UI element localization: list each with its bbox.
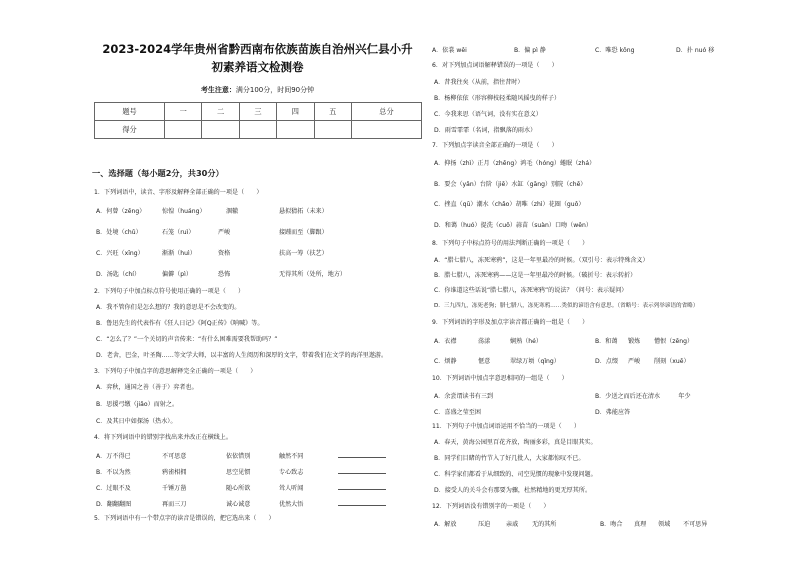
q5-option-c: C．唯恐 kǒng: [595, 47, 635, 54]
question-5-stem: 5．下列词语中有一个带点字的读音是错误的，把它选出来（ ）: [94, 515, 275, 522]
question-3-stem: 3．下列句子中加点字的意思解释完全正确的一项是（ ）: [94, 368, 257, 375]
q4-answer-blank[interactable]: [338, 467, 386, 476]
q8-option-d: D．三九四九，冻死老狗；腊七腊八，冻死寒鸦……类似的谚语含有意思。（省略号：表示列举谚语的省略）: [434, 303, 699, 309]
q1-option-d-w3: 恐怖: [218, 271, 231, 278]
q4-row-b-w1: B．不以为然: [96, 469, 131, 476]
score-row-label: 得分: [95, 121, 165, 139]
notice-label: 考生注意：: [200, 86, 236, 94]
q9-option-a-w1: A．衣襟: [434, 338, 457, 345]
q4-row-a-w2: 不可思意: [162, 453, 187, 460]
q4-row-a-w1: A．万不得已: [96, 453, 131, 460]
q3-option-b: B．思援弓缴（jiǎo）而射之。: [96, 401, 179, 408]
q12-option-a-w3: 亲戚: [506, 521, 519, 528]
q5-option-d: D．扑 nuó 移: [676, 47, 715, 54]
q9-option-c-w1: C．烦静: [434, 358, 457, 365]
question-9-stem: 9．下列词语的字形及加点字读音都正确的一组是（ ）: [432, 319, 589, 326]
score-header-cell: 总分: [351, 103, 421, 121]
q4-answer-blank[interactable]: [338, 483, 386, 492]
q11-option-b: B．同学们目睹的竹节入了好几批人，大家都惊叹不已。: [434, 455, 585, 462]
q1-option-d-w4: 无得其所（处所，地方）: [279, 271, 347, 278]
q11-option-a: A．春天，黄海公园里百花齐放，绚丽多彩，真是目眼其实。: [434, 439, 597, 446]
q4-row-a-w4: 触然不同: [279, 453, 304, 460]
question-4-stem: 4．将下列词语中的错别字找出来并改正在横线上。: [94, 434, 232, 441]
score-input-cell[interactable]: [351, 121, 421, 139]
score-header-cell: 三: [239, 103, 276, 121]
q1-option-b-w3: 严峻: [218, 229, 231, 236]
q5-option-b: B．偏 pì 静: [514, 47, 546, 54]
score-value-row: [95, 121, 422, 139]
q12-option-b-w4: 不可思异: [683, 521, 708, 528]
q10-option-b: B．少送之而后还在清水 年少: [595, 393, 691, 400]
score-input-cell[interactable]: [277, 121, 314, 139]
q12-option-b-w1: B．吻合: [600, 521, 623, 528]
score-input-cell[interactable]: [314, 121, 351, 139]
q1-option-a-w2: 惊惶（huáng）: [162, 208, 206, 215]
q4-answer-blank[interactable]: [338, 499, 386, 508]
q1-option-a-w1: A．何曾（zēng）: [96, 208, 146, 215]
section-heading: 一、选择题（每小题2分，共30分）: [92, 168, 224, 178]
q1-option-b-w1: B．处境（chǔ）: [96, 229, 142, 236]
q4-row-d-w3: 诚心诚意: [226, 501, 251, 508]
q4-row-c-w4: 耸人听闻: [279, 485, 304, 492]
q4-row-d-w1: D．翻翻翻图: [96, 501, 132, 508]
q4-row-d-w2: 再而三刀: [162, 501, 187, 508]
q2-option-b: B．鲁迅先生的代表作有《狂人日记》《阿Q正传》《呐喊》等。: [96, 320, 264, 327]
q4-row-a-w3: 依依惜别: [226, 453, 251, 460]
score-input-cell[interactable]: [165, 121, 202, 139]
q2-option-a: A．我不管你们是怎么想的？我的意思是不会改变的。: [96, 304, 241, 311]
q2-option-c: C．“怎么了？”一个关切的声音传来：“有什么困难需要我帮助吗？”: [96, 336, 278, 343]
q9-option-d-w1: D．点缀: [595, 358, 618, 365]
score-header-cell: 一: [165, 103, 202, 121]
q1-option-a-w3: 涸辙: [226, 208, 239, 215]
q9-option-c-w3: 翠绿万顷（qǐng）: [510, 358, 560, 365]
q9-option-d-w3: 削刻（xuē）: [654, 358, 690, 365]
q1-option-c-w3: 资格: [218, 250, 231, 257]
q1-option-a-w4: 悬拟猜拓（未来）: [279, 208, 328, 215]
q6-option-a: A．昔我往矣（从前，指往昔时）: [434, 79, 524, 86]
q7-option-d: D．和蔼（huó）提洗（cuō）蒜苗（suàn）口吻（wěn）: [434, 222, 592, 229]
q4-row-b-w4: 专心致志: [279, 469, 304, 476]
q6-option-b: B．杨柳依依（形容柳枝轻柔随风摇曳的样子）: [434, 95, 561, 102]
question-12-stem: 12．下列词语没有错别字的一项是（ ）: [432, 503, 550, 510]
q10-option-c: C．喜盛之莹至困: [434, 409, 481, 416]
score-input-cell[interactable]: [202, 121, 239, 139]
q1-option-c-w1: C．兴旺（xīng）: [96, 250, 144, 257]
score-header-cell: 二: [202, 103, 239, 121]
exam-notice: [90, 85, 425, 95]
question-1-stem: 1．下列词语中，读音、字形及解释全部正确的一项是（ ）: [94, 189, 263, 196]
q10-option-d: D．弗能应答: [595, 409, 631, 416]
question-7-stem: 7．下列加点字读音全部正确的一项是（ ）: [432, 142, 558, 149]
question-11-stem: 11．下列句子中加点词语运用不恰当的一项是（ ）: [432, 423, 580, 430]
q4-row-b-w2: 鸦雀相拥: [162, 469, 187, 476]
q4-row-c-w2: 千锤万凿: [162, 485, 187, 492]
q8-option-b: B．腊七腊八，冻死寒鸦——这是一年里最冷的时候。（破折号：表示转折）: [434, 272, 637, 279]
q9-option-b-w1: B．和蔼: [595, 338, 618, 345]
q2-option-d: D．老舍，巴金，叶圣陶……等文学大师，以丰富的人生阅历和深厚的文字，带着我们在文学的海洋里遨游。: [96, 352, 388, 359]
q4-row-b-w3: 思空见惯: [226, 469, 251, 476]
q10-option-a: A．余尝谓读书有三到: [434, 393, 494, 400]
q4-row-c-w1: C．过眼不及: [96, 485, 131, 492]
q9-option-b-w2: 锻炼: [628, 338, 641, 345]
q11-option-d: D．接受人的关斗会有那要为骤，杜然精地的更无厚其所。: [434, 487, 592, 494]
question-6-stem: 6．对下列加点词语解释错误的一项是（ ）: [432, 62, 558, 69]
q11-option-c: C．科学家们都看于从细致的、司空见惯的现象中发现问题。: [434, 471, 597, 478]
q9-option-b-w3: 憎恨（zēng）: [654, 338, 694, 345]
q9-option-a-w2: 荡漾: [478, 338, 491, 345]
q1-option-d-w2: 偏僻（pì）: [162, 271, 192, 278]
question-8-stem: 8．下列句子中标点符号的用法判断正确的一项是（ ）: [432, 240, 589, 247]
q5-option-a: A．依裳 wěi: [432, 47, 467, 54]
q1-option-c-w2: 渐渐（huì）: [162, 250, 196, 257]
q3-option-c: C．及其日中如探汤（热水）。: [96, 418, 177, 425]
q9-option-a-w3: 娴熟（hé）: [510, 338, 542, 345]
q1-option-b-w4: 接踵而至（脚跟）: [279, 229, 328, 236]
q9-option-c-w2: 惬意: [478, 358, 491, 365]
notice-text: 满分100分，时间90分钟: [235, 86, 315, 94]
q12-option-b-w3: 领域: [658, 521, 671, 528]
q4-answer-blank[interactable]: [338, 451, 386, 460]
q3-option-a: A．弈秋，通国之善（善于）弈者也。: [96, 384, 198, 391]
q1-option-d-w1: D．汤匙（chí）: [96, 271, 141, 278]
q12-option-a-w1: A．解放: [434, 521, 457, 528]
q12-option-b-w2: 真理: [634, 521, 647, 528]
q7-option-a: A．抑扬（zhì）正月（zhēng）鸿毛（hóng）蜷眠（zhá）: [434, 160, 596, 167]
score-header-cell: 四: [277, 103, 314, 121]
score-header-row: [95, 103, 422, 121]
q4-row-d-w4: 优然大悟: [279, 501, 304, 508]
question-2-stem: 2．下列句子中加点标点符号使用正确的一项是（ ）: [94, 288, 245, 295]
q7-option-c: C．挫直（qū）潮水（chǎo）胡唯（zhì）花圈（guǒ）: [434, 201, 585, 208]
q1-option-c-w4: 扶高一筹（扶艺）: [279, 250, 328, 257]
q9-option-d-w2: 严峻: [628, 358, 641, 365]
score-table: [94, 102, 422, 139]
score-header-cell: 题号: [95, 103, 165, 121]
q12-option-a-w2: 压迫: [478, 521, 491, 528]
q6-option-d: D．雨雪霏霏（名词，指飘落的雨水）: [434, 127, 537, 134]
question-10-stem: 10．下列词语中加点字意思相同的一组是（ ）: [432, 375, 568, 382]
q8-option-a: A．“腊七腊八，冻死寒鸦”，这是一年里最冷的时候。（双引号：表示特殊含义）: [434, 257, 649, 264]
q7-option-b: B．要会（yǎn）台阶（jiē）水缸（gāng）别院（chē）: [434, 181, 587, 188]
exam-title: [90, 40, 425, 76]
q6-option-c: C．今我来思（语气词，没有实在意义）: [434, 111, 542, 118]
q8-option-c: C．你谁道这些话说“腊七腊八，冻死寒鸦”的说法？（问号：表示疑问）: [434, 287, 628, 294]
title-line-1: 2023-2024学年贵州省黔西南布依族苗族自治州兴仁县小升: [102, 42, 413, 56]
q4-row-c-w3: 随心所欲: [226, 485, 251, 492]
q12-option-a-w4: 无的其所: [532, 521, 557, 528]
q1-option-b-w2: 石笼（ruì）: [162, 229, 195, 236]
title-line-2: 初素养语文检测卷: [211, 60, 304, 74]
score-input-cell[interactable]: [239, 121, 276, 139]
score-header-cell: 五: [314, 103, 351, 121]
